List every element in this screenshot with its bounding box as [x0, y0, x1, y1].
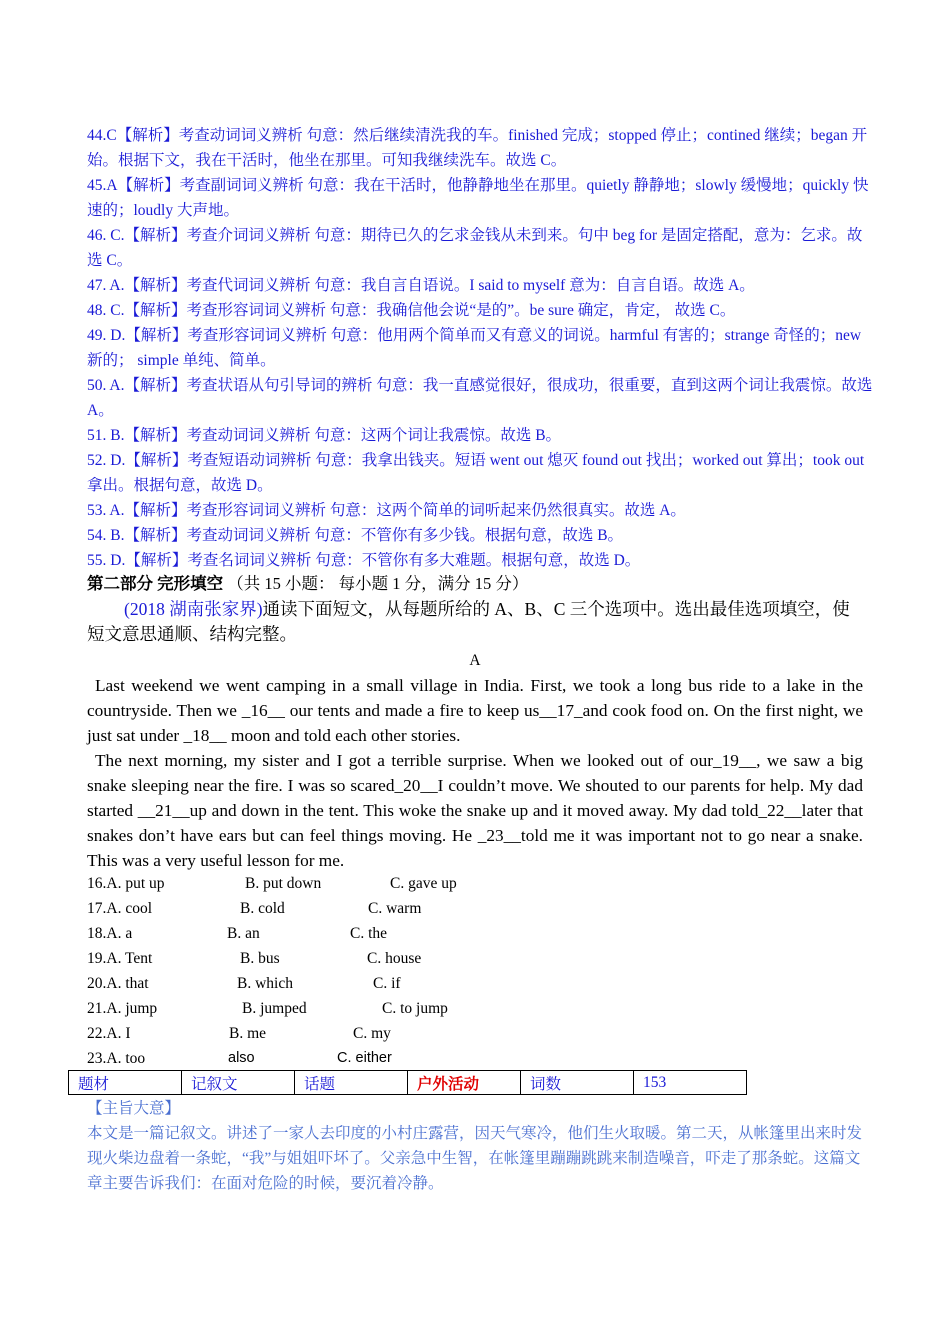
topic-value: 户外活动 [408, 1071, 521, 1095]
main-idea-heading: 【主旨大意】 [87, 1100, 181, 1117]
answer-item: 50. A.【解析】考查状语从句引导词的辨析 句意：我一直感觉很好，很成功，很重要，直到这两个词让我震惊。故选 A。 [87, 377, 873, 419]
option-b: B. bus [240, 950, 280, 967]
answer-item: 51. B.【解析】考查动词词义辨析 句意：这两个词让我震惊。故选 B。 [87, 427, 562, 444]
instructions-text: 通读下面短文，从每题所给的 A、B、C 三个选项中。选出最佳选项填空，使短文意思通顺、结构完整。 [87, 599, 850, 644]
passage-label: A [469, 652, 481, 669]
source-label: (2018 湖南张家界) [124, 599, 263, 619]
option-b: B. put down [245, 875, 322, 892]
main-idea-text: 本文是一篇记叙文。讲述了一家人去印度的小村庄露营，因天气寒冷，他们生火取暖。第二天，从帐篷里出来时发现火柴边盘着一条蛇，“我”与姐姐吓坏了。父亲急中生智，在帐篷里蹦蹦跳跳来制造噪音，吓走了那条蛇。这篇文章主要告诉我们：在面对危险的时候，要沉着冷静。 [87, 1125, 863, 1192]
option-b: B. cold [240, 900, 285, 917]
option-row [87, 896, 687, 921]
option-c: C. warm [368, 900, 422, 917]
genre-value: 记叙文 [182, 1071, 295, 1095]
section-note: （共 15 小题： 每小题 1 分，满分 15 分） [227, 574, 529, 593]
answer-item: 44.C【解析】考查动词词义辨析 句意：然后继续清洗我的车。finished 完成；stopped 停止；contined 继续；began 开始。根据下文，我在干活时，他坐在那里。可知我继续洗车。故选 C。 [87, 127, 868, 169]
option-c: C. either [337, 1050, 392, 1066]
passage-paragraph: The next morning, my sister and I got a terrible surprise. When we looked out of our_19__, we saw a big snake sleeping near the fire. I was so scared_20__I couldn’t move. We shouted to our parents for help. My dad started __21__up and down in the tent. This woke the snake up and it moved away. My dad told_22__later that snakes don’t have ears but can feel things moving. He _23__told me it was important not to go near a snake. This was a very useful lesson for me. [87, 751, 863, 870]
section-heading [87, 571, 877, 596]
answer-item: 54. B.【解析】考查动词词义辨析 句意：不管你有多少钱。根据句意，故选 B。 [87, 527, 624, 544]
answer-item: 52. D.【解析】考查短语动词辨析 句意：我拿出钱夹。短语 went out 熄灭 found out 找出；worked out 算出；took out 拿出。根据句意，故选 D。 [87, 452, 865, 494]
option-a: 16.A. put up [87, 875, 165, 892]
option-c: C. my [353, 1025, 391, 1042]
option-a: 17.A. cool [87, 900, 153, 917]
passage-paragraph: Last weekend we went camping in a small village in India. First, we took a long bus ride to a lake in the countryside. Then we _16__ our tents and made a fire to keep us__17_and cook food on. On the first night, we just sat under _18__ moon and told each other stories. [87, 676, 863, 745]
answer-item: 49. D.【解析】考查形容词词义辨析 句意：他用两个简单而又有意义的词说。harmful 有害的；strange 奇怪的；new 新的； simple 单纯、简单。 [87, 327, 862, 369]
section-title: 第二部分 完形填空 [87, 574, 224, 593]
option-row [87, 1021, 687, 1046]
option-a: 20.A. that [87, 975, 149, 992]
option-row [87, 871, 687, 896]
cloze-passage [87, 673, 863, 873]
answer-item: 53. A.【解析】考查形容词词义辨析 句意：这两个简单的词听起来仍然很真实。故选 A。 [87, 502, 686, 519]
instructions [87, 597, 863, 647]
option-row [87, 996, 687, 1021]
answer-item: 48. C.【解析】考查形容词词义辨析 句意：我确信他会说“是的”。be sure 确定，肯定， 故选 C。 [87, 302, 736, 319]
option-c: C. gave up [390, 875, 457, 892]
option-b: B. jumped [242, 1000, 307, 1017]
option-row [87, 946, 687, 971]
answer-explanations [87, 123, 877, 573]
option-row [87, 1046, 687, 1071]
main-idea-section [87, 1096, 867, 1196]
option-b: B. me [229, 1025, 267, 1042]
word-count-label: 词数 [521, 1071, 634, 1095]
option-row [87, 921, 687, 946]
option-c: C. the [350, 925, 388, 942]
option-c: C. if [373, 975, 401, 992]
options-list [87, 871, 687, 1071]
option-a: 23.A. too [87, 1050, 146, 1067]
option-a: 19.A. Tent [87, 950, 153, 967]
option-a: 18.A. a [87, 925, 133, 942]
word-count-value: 153 [634, 1071, 747, 1095]
table-row [69, 1071, 747, 1095]
answer-item: 47. A.【解析】考查代词词义辨析 句意：我自言自语说。I said to myself 意为：自言自语。故选 A。 [87, 277, 755, 294]
option-b: also [228, 1050, 255, 1066]
genre-label: 题材 [69, 1071, 182, 1095]
option-row [87, 971, 687, 996]
option-a: 21.A. jump [87, 1000, 158, 1017]
option-c: C. to jump [382, 1000, 448, 1017]
option-b: B. which [237, 975, 293, 992]
option-b: B. an [227, 925, 260, 942]
option-c: C. house [367, 950, 422, 967]
passage-info-table [68, 1070, 747, 1095]
answer-item: 45.A【解析】考查副词词义辨析 句意：我在干活时，他静静地坐在那里。quietly 静静地；slowly 缓慢地；quickly 快速的；loudly 大声地。 [87, 177, 869, 219]
answer-item: 46. C.【解析】考查介词词义辨析 句意：期待已久的乞求金钱从未到来。句中 beg for 是固定搭配，意为：乞求。故选 C。 [87, 227, 863, 269]
option-a: 22.A. I [87, 1025, 131, 1042]
topic-label: 话题 [295, 1071, 408, 1095]
answer-item: 55. D.【解析】考查名词词义辨析 句意：不管你有多大难题。根据句意，故选 D。 [87, 552, 641, 569]
